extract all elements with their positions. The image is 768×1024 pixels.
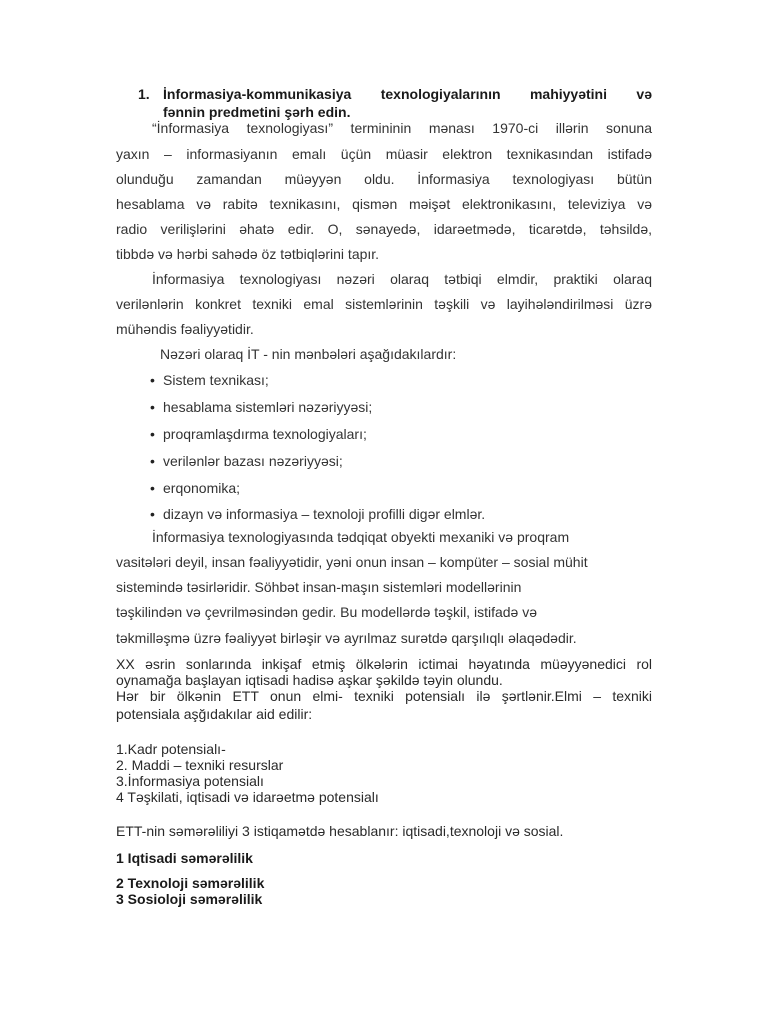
- list-item-text: verilənlər bazası nəzəriyyəsi;: [163, 453, 343, 469]
- paragraph-4-line: Hər bir ölkənin ETT onun elmi- texniki potensialı ilə şərtlənir.Elmi – texniki: [116, 688, 652, 704]
- heading-number: 1.: [138, 86, 150, 102]
- efficiency-item: 2 Texnoloji səmərəlilik: [116, 875, 265, 891]
- potential-item: 4 Təşkilati, iqtisadi və idarəetmə potensialı: [116, 789, 379, 805]
- list-item: [150, 397, 372, 417]
- list-item-text: proqramlaşdırma texnologiyaları;: [163, 426, 367, 442]
- paragraph-line: İnformasiya texnologiyası nəzəri olaraq tətbiqi elmdir, praktiki olaraq: [152, 271, 652, 287]
- paragraph-line: olunduğu zamandan müəyyən oldu. İnformasiya texnologiyası bütün: [116, 171, 652, 187]
- paragraph-line: tibbdə və hərbi sahədə öz tətbiqlərini tapır.: [116, 246, 380, 262]
- efficiency-intro: ETT-nin səmərəliliyi 3 istiqamətdə hesablanır: iqtisadi,texnoloji və sosial.: [116, 823, 564, 839]
- sources-intro-text: Nəzəri olaraq İT - nin mənbələri aşağıdakılardır:: [160, 346, 457, 362]
- paragraph-line: yaxın – informasiyanın emalı üçün müasir elektron texnikasından istifadə: [116, 146, 652, 162]
- efficiency-item: 1 Iqtisadi səmərəlilik: [116, 850, 253, 866]
- bullet-icon: •: [150, 506, 155, 522]
- list-item: [150, 424, 367, 444]
- bullet-icon: •: [150, 453, 155, 469]
- list-item-text: erqonomika;: [163, 480, 241, 496]
- list-item-text: hesablama sistemləri nəzəriyyəsi;: [163, 399, 373, 415]
- potential-item: 2. Maddi – texniki resurslar: [116, 757, 284, 773]
- paragraph-line: vasitələri deyil, insan fəaliyyətidir, yəni onun insan – kompüter – sosial mühit: [116, 554, 588, 570]
- paragraph-line: mühəndis fəaliyyətidir.: [116, 321, 254, 337]
- list-item: [150, 478, 240, 498]
- bullet-icon: •: [150, 480, 155, 496]
- list-item-text: dizayn və informasiya – texnoloji profilli digər elmlər.: [163, 506, 486, 522]
- potential-item: 1.Kadr potensialı-: [116, 741, 226, 757]
- paragraph-line: verilənlərin konkret texniki emal sistemlərinin təşkili və layihələndirilməsi üzrə: [116, 296, 652, 312]
- efficiency-item: 3 Sosioloji səmərəlilik: [116, 891, 263, 907]
- potential-item: 3.İnformasiya potensialı: [116, 773, 264, 789]
- bullet-icon: •: [150, 426, 155, 442]
- paragraph-line: “İnformasiya texnologiyası” termininin mənası 1970-ci illərin sonuna: [152, 120, 652, 136]
- paragraph-4-line: XX əsrin sonlarında inkişaf etmiş ölkələrin ictimai həyatında müəyyənedici rol: [116, 656, 652, 672]
- heading-line-2: fənnin predmetini şərh edin.: [163, 104, 351, 120]
- paragraph-4-line: potensiala aşğıdakılar aid edilir:: [116, 706, 313, 722]
- list-item: [150, 504, 485, 524]
- heading-line-1: İnformasiya-kommunikasiya texnologiyalarının mahiyyətini və: [163, 86, 652, 102]
- paragraph-line: hesablama və rabitə texnikasını, qismən məişət elektronikasını, televiziya və: [116, 196, 652, 212]
- bullet-icon: •: [150, 399, 155, 415]
- bullet-icon: •: [150, 372, 155, 388]
- paragraph-line: radio verilişlərini əhatə edir. O, sənayedə, idarəetmədə, ticarətdə, təhsildə,: [116, 221, 652, 237]
- paragraph-line: sistemində təsirləridir. Söhbət insan-maşın sistemləri modellərinin: [116, 579, 522, 595]
- paragraph-line: təşkilindən və çevrilməsindən gedir. Bu modellərdə təşkil, istifadə və: [116, 604, 537, 620]
- list-item-text: Sistem texnikası;: [163, 372, 269, 388]
- list-item: [150, 370, 269, 390]
- list-item: [150, 451, 343, 471]
- paragraph-line: İnformasiya texnologiyasında tədqiqat obyekti mexaniki və proqram: [152, 529, 570, 545]
- paragraph-line: təkmilləşmə üzrə fəaliyyət birləşir və ayrılmaz surətdə qarşılıqlı əlaqədədir.: [116, 630, 577, 646]
- paragraph-4-line: oynamağa başlayan iqtisadi hadisə aşkar şəkildə təyin olundu.: [116, 672, 503, 688]
